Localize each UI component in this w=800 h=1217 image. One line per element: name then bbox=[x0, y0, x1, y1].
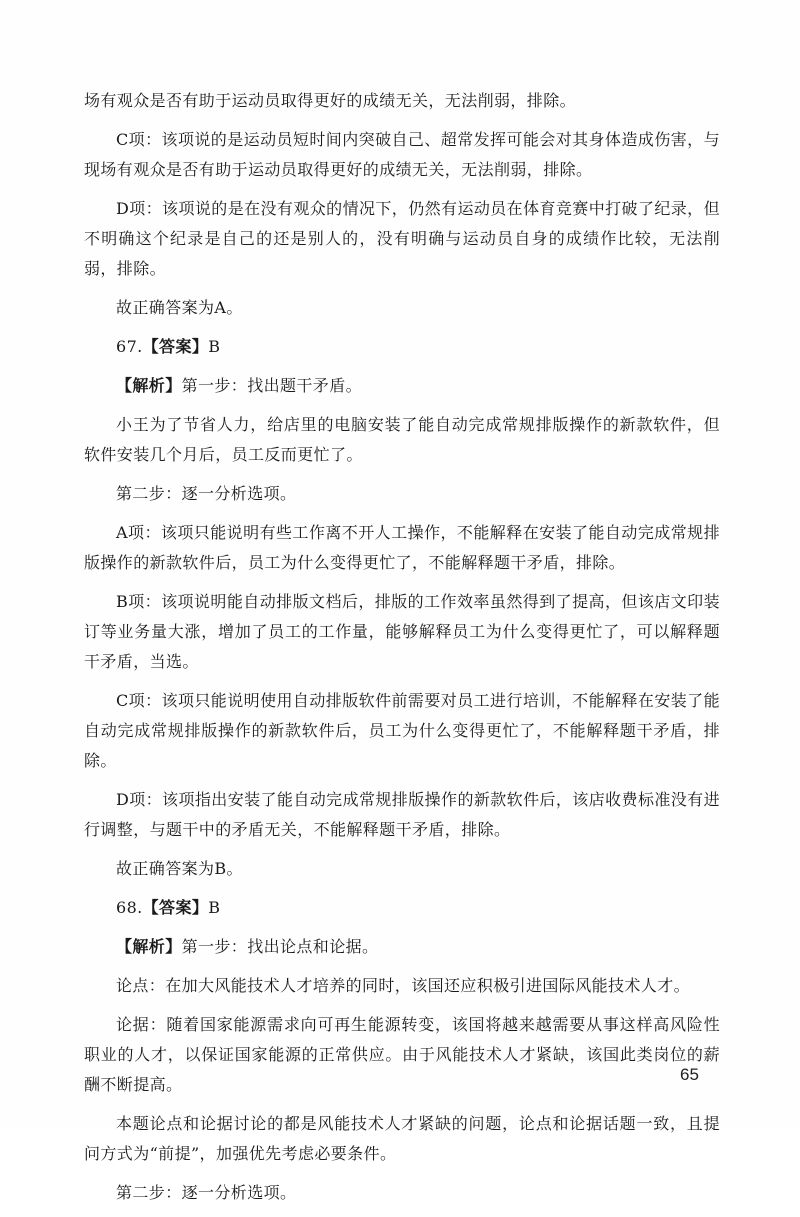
paragraph: 本题论点和论据讨论的都是风能技术人才紧缺的问题，论点和论据话题一致，且提问方式为“前提”，加强优先考虑必要条件。 bbox=[84, 1114, 720, 1163]
analysis-text: 第一步：找出论点和论据。 bbox=[181, 937, 379, 956]
paragraph: D项：该项指出安装了能自动完成常规排版操作的新款软件后，该店收费标准没有进行调整，与题干中的矛盾无关，不能解释题干矛盾，排除。 bbox=[84, 790, 720, 839]
paragraph: 论据：随着国家能源需求向可再生能源转变，该国将越来越需要从事这样高风险性职业的人才，以保证国家能源的正常供应。由于风能技术人才紧缺，该国此类岗位的薪酬不断提高。 bbox=[84, 1015, 720, 1094]
paragraph: 故正确答案为A。 bbox=[116, 298, 243, 317]
paragraph: C项：该项说的是运动员短时间内突破自己、超常发挥可能会对其身体造成伤害，与现场有观众是否有助于运动员取得更好的成绩无关，无法削弱，排除。 bbox=[84, 130, 720, 179]
paragraph: D项：该项说的是在没有观众的情况下，仍然有运动员在体育竞赛中打破了纪录，但不明确这个纪录是自己的还是别人的，没有明确与运动员自身的成绩作比较，无法削弱，排除。 bbox=[84, 199, 720, 278]
paragraph: 场有观众是否有助于运动员取得更好的成绩无关，无法削弱，排除。 bbox=[84, 91, 577, 110]
document-body bbox=[84, 86, 720, 1217]
question-number: 67. bbox=[116, 337, 143, 356]
analysis-text: 第一步：找出题干矛盾。 bbox=[181, 376, 363, 395]
answer-label: 【答案】 bbox=[142, 337, 209, 356]
paragraph: A项：该项只能说明有些工作离不开人工操作，不能解释在安装了能自动完成常规排版操作的新款软件后，员工为什么变得更忙了，不能解释题干矛盾，排除。 bbox=[84, 523, 720, 572]
paragraph: 小王为了节省人力，给店里的电脑安装了能自动完成常规排版操作的新款软件，但软件安装几个月后，员工反而更忙了。 bbox=[84, 415, 720, 464]
answer-label: 【答案】 bbox=[142, 898, 209, 917]
paragraph: C项：该项只能说明使用自动排版软件前需要对员工进行培训，不能解释在安装了能自动完成常规排版操作的新款软件后，员工为什么变得更忙了，不能解释题干矛盾，排除。 bbox=[84, 691, 720, 770]
answer-value: B bbox=[208, 898, 221, 917]
analysis-label: 【解析】 bbox=[116, 937, 182, 956]
answer-value: B bbox=[208, 337, 221, 356]
paragraph: 第二步：逐一分析选项。 bbox=[116, 484, 297, 503]
analysis-line bbox=[84, 371, 720, 401]
paragraph: B项：该项说明能自动排版文档后，排版的工作效率虽然得到了提高，但该店文印装订等业务量大涨，增加了员工的工作量，能够解释员工为什么变得更忙了，可以解释题干矛盾，当选。 bbox=[84, 592, 720, 671]
analysis-line bbox=[84, 932, 720, 962]
paragraph: 论点：在加大风能技术人才培养的同时，该国还应积极引进国际风能技术人才。 bbox=[116, 976, 691, 995]
answer-line bbox=[84, 893, 720, 923]
paragraph: 故正确答案为B。 bbox=[116, 859, 243, 878]
answer-line bbox=[84, 332, 720, 362]
page-number: 65 bbox=[680, 1065, 699, 1084]
question-number: 68. bbox=[116, 898, 143, 917]
analysis-label: 【解析】 bbox=[116, 376, 182, 395]
paragraph: 第二步：逐一分析选项。 bbox=[116, 1183, 297, 1202]
